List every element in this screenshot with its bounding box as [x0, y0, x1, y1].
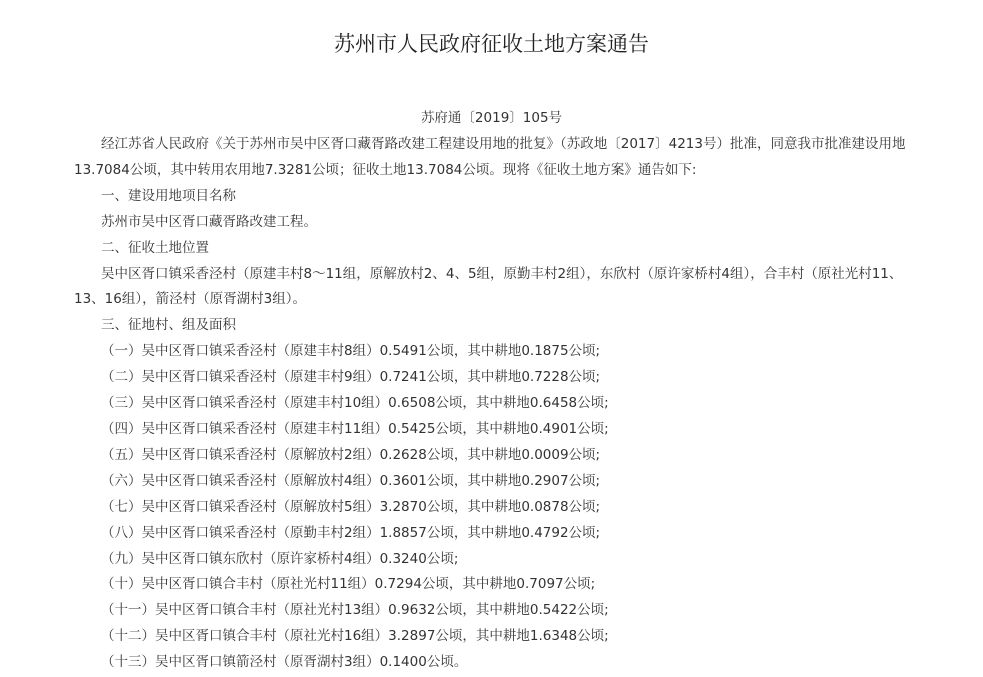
section-1-text: 苏州市吴中区胥口藏胥路改建工程。 — [101, 213, 317, 230]
land-area-item: （十）吴中区胥口镇合丰村（原社光村11组）0.7294公顷，其中耕地0.7097公顷; — [101, 576, 596, 593]
land-area-item: （十二）吴中区胥口镇合丰村（原社光村16组）3.2897公顷，其中耕地1.6348公顷; — [101, 628, 609, 645]
section-2-text: 吴中区胥口镇采香泾村（原建丰村8～11组，原解放村2、4、5组，原勤丰村2组），东欣村（原许家桥村4组），合丰村（原社光村11、13、16组），箭泾村（原胥湖村3组）。 — [74, 265, 903, 308]
document-number: 苏府通〔2019〕105号 — [420, 110, 563, 126]
land-area-item: （一）吴中区胥口镇采香泾村（原建丰村8组）0.5491公顷，其中耕地0.1875公顷; — [101, 343, 601, 360]
land-area-item: （十一）吴中区胥口镇合丰村（原社光村13组）0.9632公顷，其中耕地0.5422公顷; — [101, 602, 609, 619]
land-area-item: （十三）吴中区胥口镇箭泾村（原胥湖村3组）0.1400公顷。 — [101, 654, 468, 671]
land-area-item: （八）吴中区胥口镇采香泾村（原勤丰村2组）1.8857公顷，其中耕地0.4792公顷; — [101, 524, 601, 541]
announcement-body — [74, 132, 916, 676]
section-2-heading: 二、征收土地位置 — [101, 239, 209, 256]
intro-paragraph: 经江苏省人民政府《关于苏州市吴中区胥口藏胥路改建工程建设用地的批复》（苏政地〔2017〕4213号）批准，同意我市批准建设用地13.7084公顷，其中转用农用地7.3281公顷；征收土地13.7084公顷。现将《征收土地方案》通告如下: — [74, 136, 906, 178]
land-area-item: （三）吴中区胥口镇采香泾村（原建丰村10组）0.6508公顷，其中耕地0.6458公顷; — [101, 395, 609, 412]
page-title: 苏州市人民政府征收土地方案通告 — [334, 32, 649, 56]
section-3-heading: 三、征地村、组及面积 — [101, 317, 236, 334]
land-area-item: （四）吴中区胥口镇采香泾村（原建丰村11组）0.5425公顷，其中耕地0.4901公顷; — [101, 420, 609, 437]
land-area-item: （九）吴中区胥口镇东欣村（原许家桥村4组）0.3240公顷; — [101, 550, 459, 567]
land-area-item: （六）吴中区胥口镇采香泾村（原解放村4组）0.3601公顷，其中耕地0.2907公顷; — [101, 472, 601, 489]
land-area-item: （五）吴中区胥口镇采香泾村（原解放村2组）0.2628公顷，其中耕地0.0009公顷; — [101, 446, 601, 463]
land-area-list — [74, 339, 916, 676]
section-1-heading: 一、建设用地项目名称 — [101, 187, 236, 204]
land-area-item: （二）吴中区胥口镇采香泾村（原建丰村9组）0.7241公顷，其中耕地0.7228公顷; — [101, 369, 601, 386]
land-area-item: （七）吴中区胥口镇采香泾村（原解放村5组）3.2870公顷，其中耕地0.0878公顷; — [101, 498, 601, 515]
